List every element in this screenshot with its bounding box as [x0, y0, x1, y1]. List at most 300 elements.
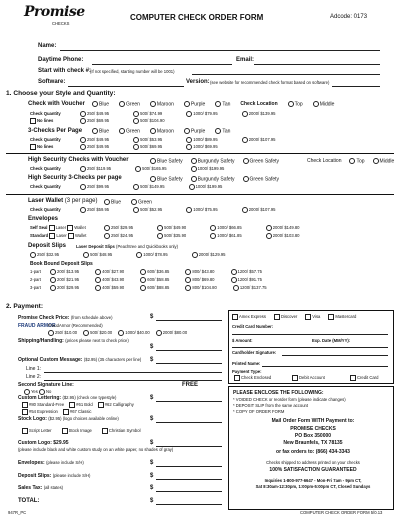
qty-value: 500/ $52.95: [140, 207, 163, 213]
qty-option[interactable]: [133, 207, 162, 213]
credit-option[interactable]: [350, 375, 378, 381]
envelopes-price-field[interactable]: [156, 466, 222, 467]
card-option[interactable]: [305, 314, 320, 320]
name-label: Name:: [38, 43, 57, 49]
qty-option[interactable]: [95, 269, 124, 275]
checkbox-icon: [67, 225, 73, 231]
radio-icon: [80, 111, 86, 117]
no-lines-label: No lines: [37, 118, 54, 124]
radio-icon: [104, 225, 110, 231]
qty-option[interactable]: [50, 285, 79, 291]
deposit-price-field[interactable]: [156, 479, 222, 480]
color-label: Green: [126, 101, 140, 108]
qty-option[interactable]: [30, 252, 59, 258]
checkbox-icon: [69, 402, 75, 408]
book-row-label: 3-part: [30, 285, 41, 290]
radio-icon: [215, 128, 221, 134]
radio-icon: [95, 269, 101, 275]
color-option[interactable]: [184, 101, 205, 107]
version-field[interactable]: [332, 86, 380, 87]
email-label: Email:: [236, 57, 255, 63]
card-number-field[interactable]: [232, 334, 388, 335]
location-label: Check Location: [240, 101, 278, 108]
cardholder-sig-field[interactable]: [282, 355, 388, 356]
wallet-label: Wallet: [74, 233, 87, 239]
typestyle-option[interactable]: [69, 402, 93, 408]
logo-option[interactable]: [62, 428, 92, 434]
location-option[interactable]: [313, 101, 335, 107]
three-per-page-label: 3-Checks Per Page: [28, 128, 83, 134]
qty-option[interactable]: [104, 233, 133, 239]
color-label: Maroon: [156, 128, 174, 135]
qty-option[interactable]: [80, 111, 109, 117]
logo-option[interactable]: [22, 428, 52, 434]
radio-icon: [157, 233, 163, 239]
book-row-3: [50, 285, 267, 291]
qty-option[interactable]: [210, 225, 241, 231]
radio-icon: [210, 225, 216, 231]
checkbox-icon: [98, 402, 104, 408]
no-label: No: [46, 389, 52, 395]
form-title: COMPUTER CHECK ORDER FORM: [130, 13, 264, 22]
fraud-option[interactable]: [156, 330, 187, 336]
phone-field[interactable]: [92, 64, 232, 65]
color-label: Maroon: [156, 101, 174, 108]
wallet-label: Wallet: [74, 225, 86, 231]
qty-option[interactable]: [80, 144, 109, 150]
envelopes-price-title: Envelopes:: [18, 460, 45, 466]
custom-lettering-title: Custom Lettering:: [18, 395, 62, 401]
deposit-price-note: (please include S/H): [52, 473, 91, 478]
hs-voucher-label: High Security Checks with Voucher: [28, 157, 129, 163]
payment-type-label: Payment Type:: [232, 369, 262, 374]
sales-tax-title: Sales Tax:: [18, 485, 43, 491]
qty-option[interactable]: [189, 184, 223, 190]
card-label: Visa: [312, 314, 321, 320]
location-label: Top: [294, 101, 303, 108]
qty-option[interactable]: [80, 207, 109, 213]
enclose-title: PLEASE ENCLOSE THE FOLLOWING:: [233, 390, 324, 396]
printed-name-label: Printed Name:: [232, 361, 261, 366]
custom-lettering-label: [18, 395, 116, 401]
deposit-price-label: [18, 473, 90, 479]
location-option[interactable]: [373, 158, 395, 164]
hs-qty: [80, 166, 224, 172]
color-label: Burgundy Safety: [197, 158, 235, 165]
radio-icon: [92, 101, 98, 107]
color-option[interactable]: [119, 128, 140, 134]
custom-message-note: ($2.95) (35 characters per line): [83, 357, 142, 362]
qty-option[interactable]: [186, 144, 217, 150]
qty-option[interactable]: [50, 269, 79, 275]
qty-value: 500/ $48.95: [90, 252, 113, 258]
radio-icon: [104, 233, 110, 239]
footer-code: 947R_PC: [8, 510, 27, 515]
checkbox-icon: [49, 233, 55, 239]
deposit-label: Deposit Slips: [28, 243, 67, 249]
color-label: Green: [126, 128, 140, 135]
qty-value: 1200/ $137.75: [239, 285, 267, 291]
no-lines-option[interactable]: [30, 144, 53, 150]
color-option[interactable]: [243, 176, 279, 182]
checkbox-icon: [232, 314, 238, 320]
color-option[interactable]: [150, 176, 183, 182]
qty-option[interactable]: [95, 277, 124, 283]
radio-icon: [191, 158, 197, 164]
qty-option[interactable]: [140, 277, 169, 283]
custom-message-price-field[interactable]: [156, 363, 222, 364]
radio-icon: [50, 285, 56, 291]
checkbox-icon: [49, 225, 55, 231]
dollar-sign: $: [150, 357, 154, 363]
color-option[interactable]: [92, 128, 109, 134]
location-option[interactable]: [288, 101, 303, 107]
color-option[interactable]: [119, 101, 140, 107]
color-label: Purple: [190, 101, 206, 108]
three-qty: [80, 137, 275, 143]
no-lines-label: No lines: [37, 144, 54, 150]
custom-lettering-note: ($2.95) (check one typestyle): [62, 395, 117, 400]
stock-logo-title: Stock Logo:: [18, 416, 47, 422]
location-label: Check Location: [307, 158, 342, 165]
card-option[interactable]: [328, 314, 356, 320]
custom-lettering-field[interactable]: [156, 401, 222, 402]
qty-value: 250/ $69.95: [87, 118, 110, 124]
shipping-label: [18, 338, 129, 344]
fraud-note: FraudArmor (Recommended): [48, 323, 103, 328]
sales-tax-field[interactable]: [156, 491, 222, 492]
wallet-qty: [80, 207, 275, 213]
qty-option[interactable]: [185, 277, 214, 283]
location-option[interactable]: [349, 158, 364, 164]
qty-value: 250/ $49.95: [87, 144, 110, 150]
color-option[interactable]: [92, 101, 109, 107]
dollar-sign: $: [150, 473, 154, 479]
color-option[interactable]: [150, 101, 174, 107]
typestyles-row1: [22, 402, 134, 408]
qty-value: 400/ $27.90: [102, 269, 125, 275]
radio-icon: [80, 207, 86, 213]
radio-icon: [157, 225, 163, 231]
printed-name-field[interactable]: [262, 366, 388, 367]
qty-value: 400/ $59.90: [102, 285, 125, 291]
qty-option[interactable]: [133, 137, 162, 143]
hs3-qty: [80, 184, 222, 190]
custom-message-title: Optional Custom Message:: [18, 357, 83, 363]
qty-option[interactable]: [266, 225, 300, 231]
color-option[interactable]: [104, 199, 121, 205]
qty-value: 250/ $32.95: [37, 252, 60, 258]
fraud-armor-logo: [18, 323, 56, 333]
deposit-note-title: Laser Deposit Slips: [76, 244, 115, 249]
radio-icon: [50, 277, 56, 283]
qty-option[interactable]: [191, 166, 225, 172]
yes-option[interactable]: [24, 389, 38, 394]
card-option[interactable]: [274, 314, 297, 320]
radio-icon: [119, 128, 125, 134]
radio-icon: [80, 144, 86, 150]
qty-option[interactable]: [80, 166, 111, 172]
qty-value: 200/ $29.95: [57, 285, 80, 291]
envelopes-price-note: (please include S/H): [46, 460, 84, 465]
qty-option[interactable]: [266, 233, 300, 239]
qty-option[interactable]: [242, 207, 276, 213]
radio-icon: [150, 158, 156, 164]
cardholder-sig-label: Cardholder Signature:: [232, 350, 277, 355]
radio-icon: [243, 176, 249, 182]
qty-value: 200/ $21.95: [57, 277, 80, 283]
radio-icon: [83, 252, 89, 258]
color-option[interactable]: [191, 158, 235, 164]
qty-option[interactable]: [231, 277, 262, 283]
radio-icon: [80, 118, 86, 124]
qty-option[interactable]: [133, 144, 162, 150]
qty-value: 250/ $99.95: [87, 184, 110, 190]
qty-option[interactable]: [242, 137, 276, 143]
color-label: Purple: [190, 128, 206, 135]
no-lines-qty: [80, 144, 218, 150]
laser-label: Laser: [56, 233, 67, 239]
qty-value: 2000/ $149.80: [272, 225, 300, 231]
qty-label: Check Quantity: [30, 166, 61, 171]
radio-icon: [133, 144, 139, 150]
fraud-option[interactable]: [118, 330, 149, 336]
qty-option[interactable]: [50, 277, 79, 283]
dollar-sign: $: [150, 440, 154, 446]
radio-icon: [192, 252, 198, 258]
radio-icon: [242, 207, 248, 213]
color-option[interactable]: [191, 176, 235, 182]
checkbox-icon: [30, 144, 36, 150]
enclose-line: * DEPOSIT SLIP from the same account: [233, 403, 309, 408]
shipping-field[interactable]: [156, 350, 222, 351]
radio-icon: [184, 101, 190, 107]
qty-option[interactable]: [136, 252, 167, 258]
qty-value: 800/ $69.80: [192, 277, 215, 283]
laser-option[interactable]: [49, 233, 66, 238]
qty-label: Check Quantity: [30, 137, 61, 142]
radio-icon: [135, 166, 141, 172]
qty-option[interactable]: [233, 285, 267, 291]
qty-option[interactable]: [192, 252, 226, 258]
typestyle-label: #61 Bold: [76, 402, 93, 408]
qty-option[interactable]: [140, 285, 169, 291]
exp-label: Exp. Date (MM/YY):: [312, 338, 351, 343]
checkbox-icon: [328, 314, 334, 320]
standard-qty: [104, 233, 299, 239]
color-label: Blue Safety: [157, 158, 183, 165]
qty-option[interactable]: [80, 184, 109, 190]
qty-option[interactable]: [157, 233, 186, 239]
radio-icon: [186, 144, 192, 150]
qty-option[interactable]: [104, 225, 133, 231]
sales-tax-label: [18, 485, 63, 491]
book-row-label: 1-part: [30, 269, 41, 274]
qty-option[interactable]: [242, 111, 276, 117]
radio-icon: [150, 128, 156, 134]
line1-label: Line 1:: [26, 366, 42, 372]
checkbox-icon: [63, 409, 69, 415]
stock-logo-field[interactable]: [156, 422, 222, 423]
dollar-sign: $: [150, 485, 154, 491]
qty-option[interactable]: [186, 207, 217, 213]
dollar-sign: $: [150, 460, 154, 466]
color-label: Burgundy Safety: [197, 176, 235, 183]
logo-option-label: Script Letter: [29, 428, 52, 434]
custom-message-label: [18, 357, 141, 363]
dollar-sign: $: [150, 395, 154, 401]
qty-option[interactable]: [185, 285, 216, 291]
no-lines-option[interactable]: [30, 118, 53, 124]
qty-option[interactable]: [135, 166, 166, 172]
color-label: Green: [138, 199, 152, 206]
qty-value: 2000/ $129.95: [198, 252, 226, 258]
color-option[interactable]: [215, 101, 230, 107]
line2-field[interactable]: [44, 380, 222, 381]
color-option[interactable]: [184, 128, 205, 134]
fraud-option[interactable]: [48, 330, 77, 336]
logo-option[interactable]: [102, 428, 141, 434]
color-option[interactable]: [131, 199, 152, 205]
qty-option[interactable]: [80, 137, 109, 143]
typestyle-label: #80 Standard-Free: [29, 402, 65, 408]
radio-icon: [186, 111, 192, 117]
color-label: Tan: [222, 128, 231, 135]
radio-icon: [140, 277, 146, 283]
amount-field[interactable]: [232, 347, 388, 348]
qty-option[interactable]: [133, 118, 164, 124]
radio-icon: [150, 101, 156, 107]
qty-option[interactable]: [231, 269, 262, 275]
qty-option[interactable]: [210, 233, 241, 239]
radio-icon: [215, 101, 221, 107]
total-field[interactable]: [156, 504, 222, 505]
qty-value: 1000/ $66.85: [217, 225, 242, 231]
fraud-option[interactable]: [83, 330, 112, 336]
typestyle-option[interactable]: [22, 402, 64, 408]
qty-value: 2000/ $139.95: [248, 111, 276, 117]
start-check-field[interactable]: [192, 74, 380, 75]
wallet-option[interactable]: [68, 233, 86, 238]
line2-label: Line 2:: [26, 374, 42, 380]
color-option[interactable]: [215, 128, 230, 134]
deposit-note-sub: (Peachtree and Quickbooks only): [116, 244, 178, 249]
name-field[interactable]: [60, 50, 380, 51]
typestyle-option[interactable]: [22, 409, 58, 415]
checkbox-icon: [102, 428, 108, 434]
card-option[interactable]: [232, 314, 266, 320]
check-enclosed-option[interactable]: [234, 375, 271, 381]
qty-value: 600/ $88.85: [147, 285, 170, 291]
start-check-label: Start with check #:: [38, 68, 92, 74]
version-label: Version:: [186, 79, 210, 85]
qty-option[interactable]: [186, 111, 217, 117]
qty-option[interactable]: [157, 225, 186, 231]
line1-field[interactable]: [44, 372, 222, 373]
enclose-line: * VOIDED CHECK or reorder form (please indicate changes): [233, 397, 346, 402]
qty-option[interactable]: [133, 111, 162, 117]
adcode: Adcode: 0173: [330, 14, 368, 20]
color-label: Tan: [222, 101, 231, 108]
location-label: Middle: [319, 101, 335, 108]
radio-icon: [140, 285, 146, 291]
qty-value: 1000/ $78.95: [143, 252, 168, 258]
radio-icon: [191, 166, 197, 172]
email-field[interactable]: [254, 64, 380, 65]
deposit-qty: [30, 252, 225, 258]
software-field[interactable]: [68, 86, 184, 87]
radio-icon: [373, 158, 379, 164]
fraud-value: 1000/ $40.00: [125, 330, 150, 336]
voucher-qty: [80, 111, 275, 117]
custom-logo-note: (please include black and white custom study on an white paper, no shades of gray): [18, 447, 174, 452]
typestyle-option[interactable]: [63, 409, 92, 415]
radio-icon: [50, 269, 56, 275]
radio-icon: [95, 285, 101, 291]
debit-option[interactable]: [292, 375, 325, 381]
logo-option-label: Stock Image: [68, 428, 92, 434]
qty-value: 600/ $36.85: [147, 269, 170, 275]
checkbox-icon: [30, 118, 36, 124]
radio-icon: [133, 184, 139, 190]
check-enclosed-label: Check Enclosed: [241, 375, 272, 381]
wallet-option[interactable]: [67, 225, 85, 230]
radio-icon: [242, 111, 248, 117]
radio-icon: [80, 166, 86, 172]
no-option[interactable]: [39, 389, 51, 394]
envelopes-price-label: [18, 460, 84, 466]
qty-value: 500/ $74.99: [140, 111, 163, 117]
qty-option[interactable]: [95, 285, 124, 291]
color-label: Green Safety: [249, 176, 280, 183]
qty-option[interactable]: [83, 252, 112, 258]
card-label: Mastercard: [335, 314, 357, 320]
color-label: Blue: [99, 101, 110, 108]
qty-option[interactable]: [140, 269, 169, 275]
free-label: FREE: [182, 382, 199, 388]
color-option[interactable]: [243, 158, 279, 164]
qty-option[interactable]: [186, 137, 217, 143]
three-colors: [92, 128, 230, 134]
qty-option[interactable]: [185, 269, 214, 275]
radio-icon: [231, 277, 237, 283]
typestyle-option[interactable]: [98, 402, 134, 408]
custom-logo-label: Custom Logo: $29.95: [18, 440, 69, 446]
radio-icon: [30, 252, 36, 258]
typestyles-row2: [22, 409, 92, 415]
color-option[interactable]: [150, 158, 183, 164]
shipping-title: Shipping/Handling:: [18, 338, 64, 344]
laser-label: Laser: [55, 225, 67, 231]
guarantee-line: 100% SATISFACTION GUARANTEED: [269, 467, 357, 473]
location-label: Top: [356, 158, 365, 165]
laser-option[interactable]: [49, 225, 66, 230]
promise-price-title: Promise Check Price:: [18, 315, 70, 321]
saturday-line: Sat 8:30am-12:30pm, 1:00pm-5:00pm CT, Closed Sundays: [255, 484, 371, 489]
color-label: Blue: [111, 199, 122, 206]
promise-price-field[interactable]: [156, 320, 222, 321]
radio-icon: [104, 199, 110, 205]
checkbox-icon: [234, 375, 240, 381]
qty-option[interactable]: [80, 118, 109, 124]
yes-label: Yes: [31, 389, 38, 395]
color-option[interactable]: [150, 128, 174, 134]
qty-option[interactable]: [133, 184, 164, 190]
radio-icon: [92, 128, 98, 134]
color-label: Green Safety: [249, 158, 280, 165]
section2-title: 2. Payment:: [6, 303, 44, 310]
dollar-sign: $: [150, 314, 154, 320]
